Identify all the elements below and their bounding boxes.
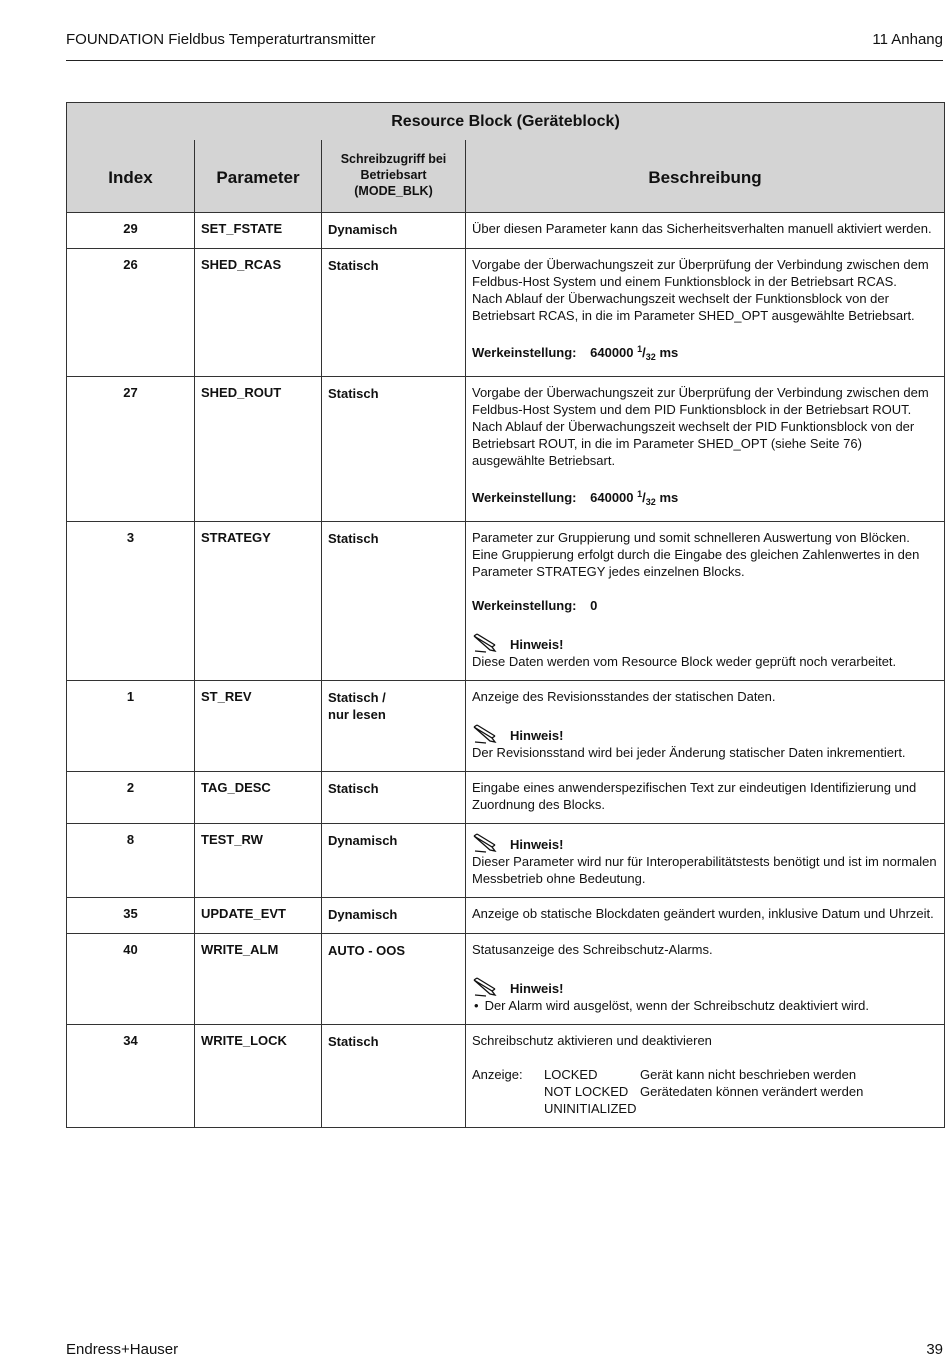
hint-label: Hinweis! [510,728,564,743]
hint-label: Hinweis! [510,637,564,652]
row-index: 2 [67,772,195,824]
description-text: Parameter zur Gruppierung und somit schnelleren Auswertung von Blöcken. Eine Gruppierung erfolgt durch die Eingabe des gleichen Zahlenwertes in den Parameter STRATEGY jedes einzelnen Blocks. [472,530,920,579]
row-index: 8 [67,824,195,898]
row-index: 26 [67,249,195,377]
row-index: 27 [67,377,195,522]
hint-label: Hinweis! [510,837,564,852]
row-parameter: SHED_ROUT [195,377,322,522]
row-index: 1 [67,681,195,772]
row-parameter: WRITE_LOCK [195,1025,322,1128]
table-row [67,824,945,898]
table-row [67,681,945,772]
row-description [466,522,945,681]
default-unit: ms [659,490,679,505]
pencil-note-icon [472,833,500,853]
row-mode: Statisch [322,377,466,522]
row-parameter: TEST_RW [195,824,322,898]
default-label: Werkeinstellung: [472,598,577,613]
display-meaning [640,1100,863,1117]
page-number: 39 [926,1341,943,1358]
row-index: 29 [67,213,195,249]
row-mode: Statisch [322,249,466,377]
row-parameter: ST_REV [195,681,322,772]
display-label: Anzeige: [472,1067,523,1082]
row-description [466,1025,945,1128]
table-row [67,249,945,377]
table-row [67,377,945,522]
row-mode: Dynamisch [322,824,466,898]
row-description [466,934,945,1025]
row-parameter: STRATEGY [195,522,322,681]
row-index: 35 [67,898,195,934]
description-text: Anzeige des Revisionsstandes der statischen Daten. [472,689,776,704]
default-unit: ms [659,345,679,360]
fraction-denominator: 32 [645,497,656,507]
row-description [466,213,945,249]
hint-heading [472,631,938,653]
table-row [67,772,945,824]
pencil-note-icon [472,724,500,744]
column-header-mode: Schreibzugriff bei Betriebsart (MODE_BLK) [322,140,466,213]
table-row [67,934,945,1025]
description-text: Nach Ablauf der Überwachungszeit wechselt der Funktionsblock von der Betriebsart RCAS, in die im Parameter SHED_OPT ausgewählte Betriebsart. [472,291,915,323]
mode-line: Statisch / [328,690,386,705]
row-description [466,772,945,824]
default-setting: Werkeinstellung: 640000 $^1/_{32}$ ms [472,489,679,507]
hint-text: Dieser Parameter wird nur für Interoperabilitätstests benötigt und ist im normalen Messbetrieb ohne Bedeutung. [472,854,937,886]
chapter-label: 11 Anhang [872,31,943,48]
description-text: Statusanzeige des Schreibschutz-Alarms. [472,942,713,957]
resource-block-table [66,102,945,1128]
brand-name: Endress+Hauser [66,1341,179,1358]
default-setting [472,597,938,614]
display-values-table [472,1066,863,1117]
hint-text: Diese Daten werden vom Resource Block weder geprüft noch verarbeitet. [472,654,897,669]
row-index: 3 [67,522,195,681]
fraction-denominator: 32 [645,352,656,362]
row-parameter: SET_FSTATE [195,213,322,249]
row-description [466,824,945,898]
row-description [466,681,945,772]
row-mode: Dynamisch [322,898,466,934]
page-header [66,30,943,61]
fraction-numerator: 1 [637,489,643,499]
description-text: Eingabe eines anwenderspezifischen Text zur eindeutigen Identifizierung und Zuordnung des Blocks. [472,780,917,812]
default-value: 640000 [590,490,634,505]
row-index: 40 [67,934,195,1025]
default-label: Werkeinstellung: [472,345,577,360]
row-parameter: WRITE_ALM [195,934,322,1025]
column-header-description: Beschreibung [466,140,945,213]
row-mode: Statisch [322,1025,466,1128]
row-parameter: TAG_DESC [195,772,322,824]
fraction-numerator: 1 [637,344,643,354]
row-index: 34 [67,1025,195,1128]
hint-heading [472,722,938,744]
row-description [466,377,945,522]
pencil-note-icon [472,977,500,997]
hint-bullet: • Der Alarm wird ausgelöst, wenn der Schreibschutz deaktiviert wird. [472,997,938,1014]
hint-text: Der Revisionsstand wird bei jeder Änderung statischer Daten inkrementiert. [472,745,906,760]
default-label: Werkeinstellung: [472,490,577,505]
row-mode: Dynamisch [322,213,466,249]
table-row [67,213,945,249]
column-header-parameter: Parameter [195,140,322,213]
description-text: Über diesen Parameter kann das Sicherheitsverhalten manuell aktiviert werden. [472,221,932,236]
document-title: FOUNDATION Fieldbus Temperaturtransmitter [66,31,376,48]
display-state: NOT LOCKED [544,1084,629,1099]
description-text: Schreibschutz aktivieren und deaktivieren [472,1033,712,1048]
row-mode [322,681,466,772]
default-value: 640000 [590,345,634,360]
default-setting: Werkeinstellung: 640000 $^1/_{32}$ ms [472,344,679,362]
table-title: Resource Block (Geräteblock) [67,103,945,141]
row-mode: Statisch [322,772,466,824]
pencil-note-icon [472,633,500,653]
hint-label: Hinweis! [510,981,564,996]
hint-heading [472,831,938,853]
row-parameter: UPDATE_EVT [195,898,322,934]
description-text: Nach Ablauf der Überwachungszeit wechselt der PID Funktionsblock von der Betriebsart ROUT, in die im Parameter SHED_OPT (siehe Seite 76) ausgewählte Betriebsart. [472,419,915,468]
column-header-index: Index [67,140,195,213]
display-state: UNINITIALIZED [544,1101,637,1116]
description-text: Vorgabe der Überwachungszeit zur Überprüfung der Verbindung zwischen dem Feldbus-Host System und dem PID Funktionsblock in der Betriebsart ROUT. [472,385,929,417]
default-value: 0 [590,598,598,613]
page-footer [66,1341,943,1361]
display-meaning: Gerät kann nicht beschrieben werden [640,1067,857,1082]
row-description [466,898,945,934]
display-meaning: Gerätedaten können verändert werden [640,1084,864,1099]
row-parameter: SHED_RCAS [195,249,322,377]
mode-line: nur lesen [328,707,386,722]
description-text: Anzeige ob statische Blockdaten geändert wurden, inklusive Datum und Uhrzeit. [472,906,934,921]
row-description [466,249,945,377]
display-state: LOCKED [544,1067,598,1082]
description-text: Vorgabe der Überwachungszeit zur Überprüfung der Verbindung zwischen dem Feldbus-Host System und einem Funktionsblock in der Betriebsart RCAS. [472,257,929,289]
table-row [67,522,945,681]
hint-heading [472,975,938,997]
table-row [67,1025,945,1128]
row-mode: Statisch [322,522,466,681]
table-row [67,898,945,934]
row-mode: AUTO - OOS [322,934,466,1025]
